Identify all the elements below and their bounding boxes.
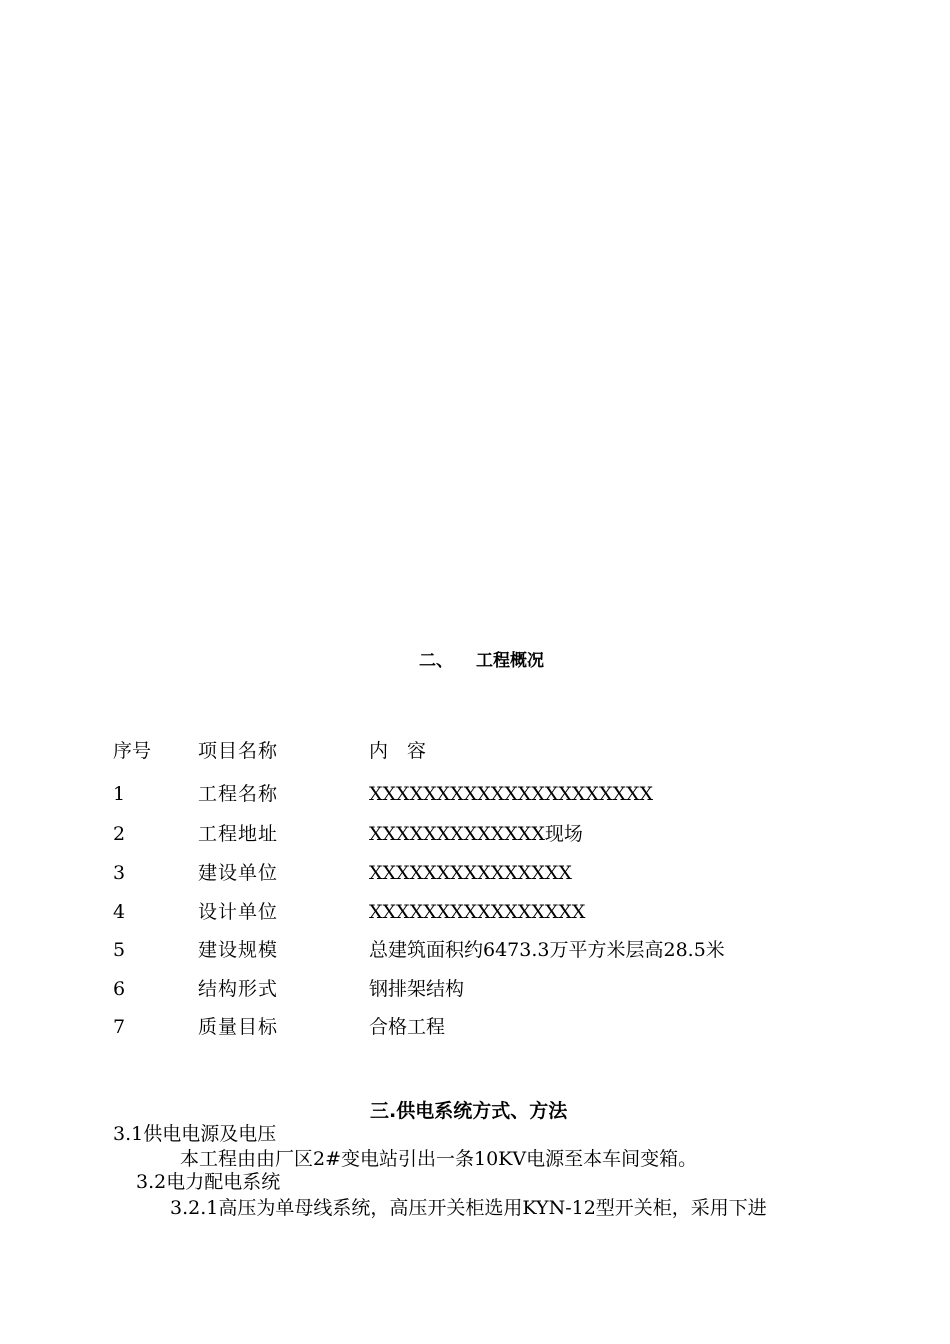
header-content: 内 容	[369, 740, 427, 762]
row-7-content: 合格工程	[369, 1016, 446, 1038]
row-3-name: 建设单位	[198, 862, 279, 884]
row-2-content: XXXXXXXXXXXXX现场	[369, 823, 583, 845]
row-1-no: 1	[113, 783, 126, 805]
row-7-name: 质量目标	[198, 1016, 279, 1038]
row-6-no: 6	[113, 978, 126, 1000]
row-4-no: 4	[113, 901, 126, 923]
row-4-content: XXXXXXXXXXXXXXXX	[369, 901, 586, 923]
section-2-number: 二、	[419, 651, 453, 671]
row-5-content: 总建筑面积约6473.3万平方米层高28.5米	[369, 939, 725, 961]
row-3-no: 3	[113, 862, 126, 884]
subsection-3-2-1-body: 3.2.1高压为单母线系统，高压开关柜选用KYN-12型开关柜，采用下进	[170, 1197, 767, 1219]
row-4-name: 设计单位	[198, 901, 279, 923]
subsection-3-2-heading: 3.2电力配电系统	[136, 1171, 281, 1193]
section-2-title: 工程概况	[476, 651, 544, 671]
row-7-no: 7	[113, 1016, 126, 1038]
section-3-title: 三.供电系统方式、方法	[370, 1100, 568, 1122]
row-2-name: 工程地址	[198, 823, 279, 845]
row-5-no: 5	[113, 939, 126, 961]
row-3-content: XXXXXXXXXXXXXXX	[369, 862, 572, 884]
header-name: 项目名称	[198, 740, 279, 762]
row-2-no: 2	[113, 823, 126, 845]
subsection-3-1-body: 本工程由由厂区2#变电站引出一条10KV电源至本车间变箱。	[180, 1148, 698, 1170]
subsection-3-1-heading: 3.1供电电源及电压	[113, 1123, 277, 1145]
row-6-name: 结构形式	[198, 978, 279, 1000]
row-1-name: 工程名称	[198, 783, 279, 805]
row-6-content: 钢排架结构	[369, 978, 465, 1000]
row-1-content: XXXXXXXXXXXXXXXXXXXXX	[369, 783, 654, 805]
header-no: 序号	[113, 740, 152, 762]
row-5-name: 建设规模	[198, 939, 279, 961]
